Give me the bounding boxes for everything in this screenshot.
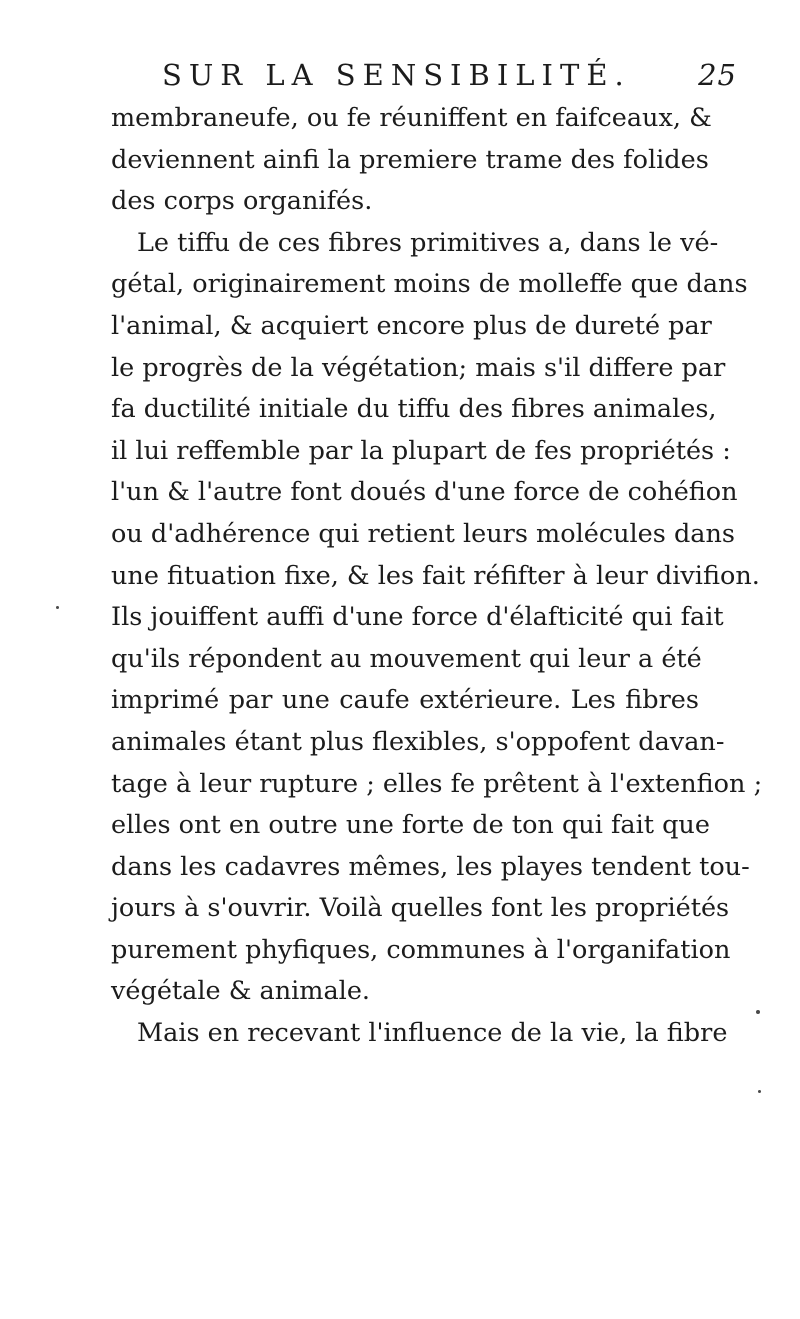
- text-line: Ils jouiffent auffi d'une force d'élafticité qui fait: [111, 602, 724, 633]
- ink-speck: [758, 1090, 761, 1093]
- text-line: Mais en recevant l'influence de la vie, la fibre: [137, 1018, 728, 1049]
- text-line: jours à s'ouvrir. Voilà quelles font les propriétés: [111, 893, 730, 924]
- text-line: elles ont en outre une forte de ton qui fait que: [111, 810, 710, 841]
- text-line: fa ductilité initiale du tiffu des fibres animales,: [111, 394, 717, 425]
- text-line: ou d'adhérence qui retient leurs molécules dans: [111, 518, 736, 549]
- running-head: [162, 58, 737, 98]
- text-line: Le tiffu de ces fibres primitives a, dans le vé-: [137, 227, 719, 258]
- text-line: animales étant plus flexibles, s'oppofent davan-: [111, 726, 725, 757]
- text-line: gétal, originairement moins de molleffe que dans: [111, 269, 748, 300]
- text-line: tage à leur rupture ; elles fe prêtent à l'extenfion ;: [111, 768, 763, 799]
- text-line: une fituation fixe, & les fait réfifter à leur divifion.: [111, 560, 760, 591]
- page-number: 25: [698, 58, 737, 92]
- text-line: le progrès de la végétation; mais s'il differe par: [111, 352, 726, 383]
- text-line: l'un & l'autre font doués d'une force de cohéfion: [111, 477, 738, 508]
- text-line: végétale & animale.: [111, 976, 371, 1007]
- ink-speck: [756, 1010, 760, 1014]
- text-line: des corps organifés.: [111, 186, 373, 217]
- body-text: [111, 98, 763, 1055]
- text-line: l'animal, & acquiert encore plus de dureté par: [111, 310, 712, 341]
- text-line: qu'ils répondent au mouvement qui leur a été: [111, 643, 702, 674]
- ink-speck: [56, 606, 59, 609]
- running-head-title: SUR LA SENSIBILITÉ.: [162, 58, 631, 92]
- text-line: membraneufe, ou fe réuniffent en faifceaux, &: [111, 103, 712, 133]
- text-line: dans les cadavres mêmes, les playes tendent tou-: [111, 851, 750, 882]
- text-line: deviennent ainfi la premiere trame des folides: [111, 144, 709, 175]
- text-line: imprimé par une caufe extérieure. Les fibres: [111, 685, 699, 716]
- text-line: il lui reffemble par la plupart de fes propriétés :: [111, 435, 731, 466]
- text-line: purement phyfiques, communes à l'organifation: [111, 934, 731, 965]
